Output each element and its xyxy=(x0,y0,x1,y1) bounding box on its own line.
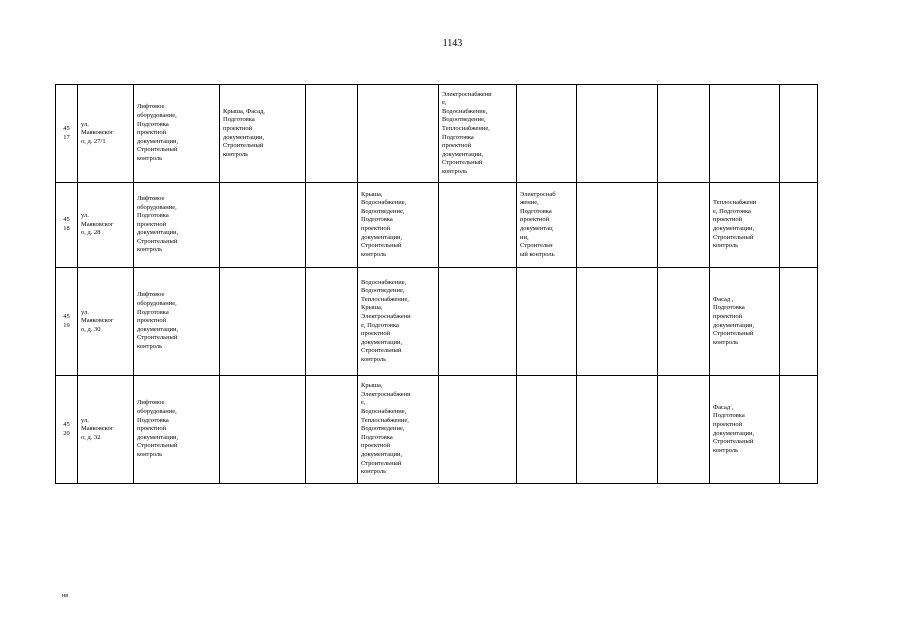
works-cell xyxy=(577,85,658,183)
footer-mark: нв xyxy=(62,593,69,599)
works-cell xyxy=(710,85,780,183)
works-cell: Лифтовое оборудование, Подготовка проектной документации, Строительный контроль xyxy=(134,183,220,268)
works-cell xyxy=(306,376,358,484)
row-number: 45 18 xyxy=(56,183,78,268)
works-cell: Лифтовое оборудование, Подготовка проектной документации, Строительный контроль xyxy=(134,376,220,484)
works-cell xyxy=(780,183,818,268)
works-cell xyxy=(658,85,710,183)
table-row xyxy=(56,85,818,183)
works-cell xyxy=(517,85,577,183)
works-cell: Лифтовое оборудование, Подготовка проектной документации, Строительный контроль xyxy=(134,268,220,376)
works-cell xyxy=(780,85,818,183)
works-cell: Фасад , Подготовка проектной документации, Строительный контроль xyxy=(710,376,780,484)
address-cell: ул. Маяковског о, д. 28 xyxy=(78,183,134,268)
works-cell xyxy=(517,376,577,484)
works-cell xyxy=(577,268,658,376)
works-cell xyxy=(306,85,358,183)
works-cell xyxy=(306,183,358,268)
works-cell xyxy=(439,268,517,376)
works-cell xyxy=(577,376,658,484)
works-cell xyxy=(220,376,306,484)
row-number: 45 19 xyxy=(56,268,78,376)
works-cell: Теплоснабжени е, Подготовка проектной документации, Строительный контроль xyxy=(710,183,780,268)
address-cell: ул. Маяковског о, д. 27/1 xyxy=(78,85,134,183)
works-cell xyxy=(658,183,710,268)
address-cell: ул. Маяковског о, д. 32 xyxy=(78,376,134,484)
works-cell: Крыша, Электроснабжени е, Водоснабжение, Теплоснабжение, Водоотведение, Подготовка проектной документации, Строительный контроль xyxy=(358,376,439,484)
works-cell: Электроснабжени е, Водоснабжение, Водоотведение, Теплоснабжение, Подготовка проектной документации, Строительный контроль xyxy=(439,85,517,183)
table-row xyxy=(56,183,818,268)
works-cell: Крыша, Водоснабжение, Водоотведение, Подготовка проектной документации, Строительный контроль xyxy=(358,183,439,268)
works-cell: Водоснабжение, Водоотведение, Теплоснабжение, Крыша, Электроснабжени е, Подготовка проектной документации, Строительный контроль xyxy=(358,268,439,376)
row-number: 45 20 xyxy=(56,376,78,484)
works-cell: Фасад , Подготовка проектной документации, Строительный контроль xyxy=(710,268,780,376)
page-number: 1143 xyxy=(442,38,463,49)
works-cell xyxy=(780,268,818,376)
works-cell xyxy=(358,85,439,183)
row-number: 45 17 xyxy=(56,85,78,183)
works-cell xyxy=(577,183,658,268)
works-cell xyxy=(306,268,358,376)
works-cell: Электроснаб жение, Подготовка проектной документац ии, Строительн ый контроль xyxy=(517,183,577,268)
capital-repair-table xyxy=(55,84,818,484)
works-cell xyxy=(439,376,517,484)
address-cell: ул. Маяковског о, д. 30 xyxy=(78,268,134,376)
works-cell: Крыша, Фасад, Подготовка проектной документации, Строительный контроль xyxy=(220,85,306,183)
works-cell xyxy=(517,268,577,376)
works-cell xyxy=(439,183,517,268)
works-cell xyxy=(658,268,710,376)
works-cell: Лифтовое оборудование, Подготовка проектной документации, Строительный контроль xyxy=(134,85,220,183)
works-cell xyxy=(220,183,306,268)
works-cell xyxy=(658,376,710,484)
table-row xyxy=(56,268,818,376)
works-cell xyxy=(220,268,306,376)
table-row xyxy=(56,376,818,484)
works-cell xyxy=(780,376,818,484)
